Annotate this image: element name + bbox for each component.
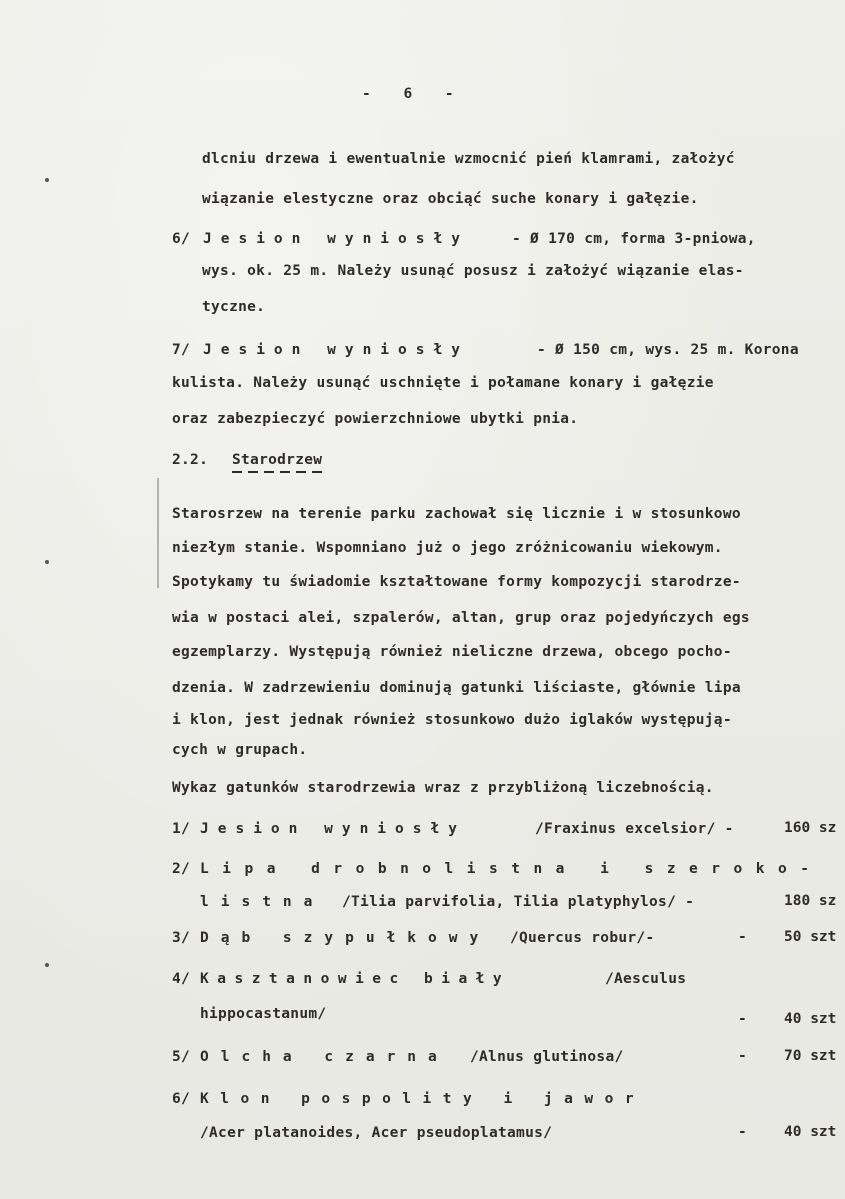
paragraph-line: Wykaz gatunków starodrzewia wraz z przybliżoną liczebnością. (172, 780, 714, 796)
paragraph-line: Starosrzew na terenie parku zachował się licznie i w stosunkowo (172, 506, 741, 522)
species-name: Olcha czarna (200, 1049, 449, 1065)
item-description: - Ø 150 cm, wys. 25 m. Korona (537, 342, 799, 358)
text-line: oraz zabezpieczyć powierzchniowe ubytki pnia. (172, 411, 579, 427)
species-count: 160 sz (784, 820, 837, 836)
text-line: wiązanie elestyczne oraz obciąć suche konary i gałęzie. (202, 191, 699, 207)
species-dash: - (738, 1048, 747, 1064)
species-latin: /Fraxinus excelsior/ - (535, 821, 734, 837)
species-dash: - (738, 1011, 747, 1027)
species-name: Klon pospolity i jawor (200, 1091, 646, 1107)
item-number: 6/ (172, 231, 191, 247)
species-number: 1/ (172, 821, 191, 837)
species-number: 5/ (172, 1049, 191, 1065)
species-number: 2/ (172, 861, 191, 877)
species-count: 50 szt (784, 929, 837, 945)
paragraph-line: cych w grupach. (172, 742, 308, 758)
text-line: wys. ok. 25 m. Należy usunąć posusz i założyć wiązanie elas- (202, 263, 744, 279)
species-latin: /Acer platanoides, Acer pseudoplatamus/ (200, 1125, 553, 1141)
species-latin: /Aesculus (605, 971, 687, 987)
species-count: 40 szt (784, 1011, 837, 1027)
item-species-name: Jesion wyniosły (203, 342, 469, 358)
punch-hole (45, 560, 49, 564)
species-count: 40 szt (784, 1124, 837, 1140)
species-name: Kasztanowiec biały (200, 971, 511, 987)
species-latin-continued: hippocastanum/ (200, 1006, 327, 1022)
punch-hole (45, 963, 49, 967)
species-latin: /Alnus glutinosa/ (470, 1049, 624, 1065)
species-dash: - (738, 1124, 747, 1140)
paragraph-line: niezłym stanie. Wspomniano już o jego zróżnicowaniu wiekowym. (172, 540, 723, 556)
paragraph-line: Spotykamy tu świadomie kształtowane formy kompozycji starodrze- (172, 574, 741, 590)
species-name: Lipa drobnolistna i szeroko- (200, 861, 823, 877)
species-count: 180 sz (784, 893, 837, 909)
species-name: Jesion wyniosły (200, 821, 466, 837)
species-number: 6/ (172, 1091, 191, 1107)
species-latin: /Quercus robur/- (510, 930, 655, 946)
species-name: Dąb szypułkowy (200, 930, 491, 946)
species-count: 70 szt (784, 1048, 837, 1064)
species-number: 4/ (172, 971, 191, 987)
section-title: Starodrzew (232, 452, 323, 468)
species-name-continued: listna (200, 894, 325, 910)
species-dash: - (738, 929, 747, 945)
margin-mark (157, 478, 159, 588)
paragraph-line: i klon, jest jednak również stosunkowo dużo iglaków występują- (172, 712, 732, 728)
text-line: tyczne. (202, 299, 266, 315)
item-description: - Ø 170 cm, forma 3-pniowa, (512, 231, 756, 247)
item-species-name: Jesion wyniosły (203, 231, 469, 247)
page-number: - 6 - (362, 86, 466, 102)
paragraph-line: wia w postaci alei, szpalerów, altan, grup oraz pojedyńczych egs (172, 610, 750, 626)
text-line: kulista. Należy usunąć uschnięte i połamane konary i gałęzie (172, 375, 714, 391)
species-latin: /Tilia parvifolia, Tilia platyphylos/ - (342, 894, 695, 910)
item-number: 7/ (172, 342, 191, 358)
paragraph-line: egzemplarzy. Występują również nieliczne drzewa, obcego pocho- (172, 644, 732, 660)
punch-hole (45, 178, 49, 182)
section-number: 2.2. (172, 452, 209, 468)
species-number: 3/ (172, 930, 191, 946)
paragraph-line: dzenia. W zadrzewieniu dominują gatunki liściaste, głównie lipa (172, 680, 741, 696)
text-line: dlcniu drzewa i ewentualnie wzmocnić pień klamrami, założyć (202, 151, 735, 167)
section-underline (232, 471, 328, 473)
